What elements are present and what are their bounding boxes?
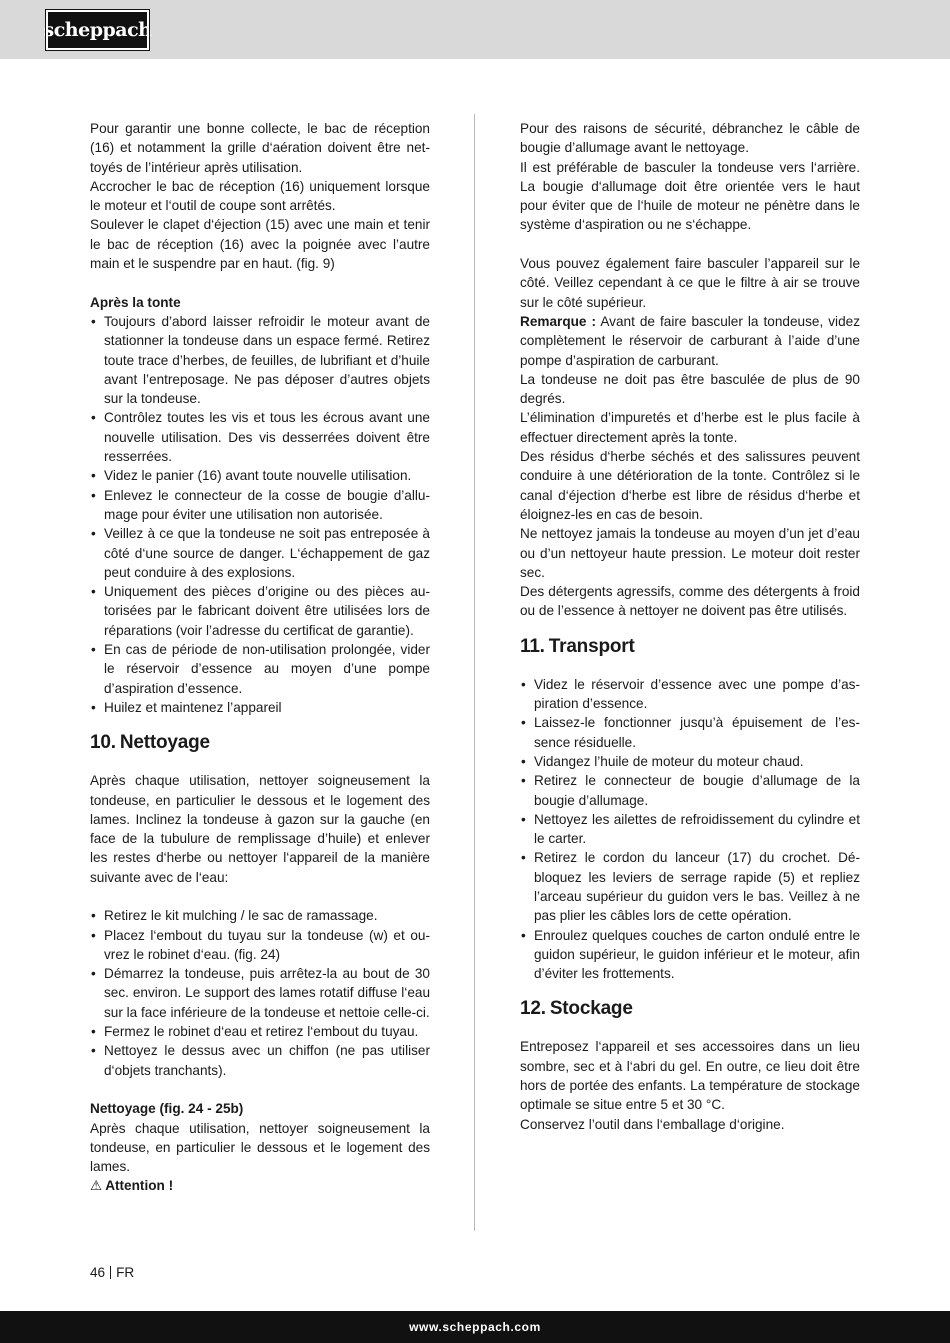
paragraph: Pour garantir une bonne collecte, le bac de réception (16) et notamment la grille d‘aération doivent être nettoyés de l’intérieur après utilisation. xyxy=(90,121,430,175)
right-column xyxy=(520,119,860,1134)
list-item: • Démarrez la tondeuse, puis arrêtez-la au bout de 30 sec. environ. Le support des lames rotatif diffuse l‘eau sur la face inférieure de la tondeuse et nettoie celle-ci. xyxy=(90,964,430,1022)
section-title: Stockage xyxy=(549,998,633,1020)
list-item: • Enroulez quelques couches de carton ondulé entre le guidon supérieur, le guidon inférieur et le moteur, afin d’éviter les frottements. xyxy=(520,926,860,984)
list-item: • Laissez-le fonctionner jusqu’à épuisement de l’essence résiduelle. xyxy=(520,713,860,752)
list-item: • Huilez et maintenez l’appareil xyxy=(90,698,430,717)
paragraph: L’élimination d’impuretés et d’herbe est le plus facile à effectuer directement après la tonte. xyxy=(520,410,860,445)
page-number xyxy=(90,1265,134,1280)
paragraph: Vous pouvez également faire basculer l’appareil sur le côté. Veillez cependant à ce que le filtre à air se trouve sur le côté supérieur. xyxy=(520,256,860,310)
list-item: • Veillez à ce que la tondeuse ne soit pas entreposée à côté d‘une source de danger. L‘échappement de gaz peut conduire à des explosions. xyxy=(90,524,430,582)
section-title: Nettoyage xyxy=(119,732,210,754)
remark-paragraph xyxy=(520,312,860,370)
list-item: • Contrôlez toutes les vis et tous les écrous avant une nouvelle utilisation. Des vis desserrées doivent être resserrées. xyxy=(90,408,430,466)
list-item: • Enlevez le connecteur de la cosse de bougie d’allumage pour éviter une utilisation non autorisée. xyxy=(90,486,430,525)
paragraph: Des détergents agressifs, comme des détergents à froid ou de l’essence à nettoyer ne doivent pas être utilisés. xyxy=(520,584,860,619)
list-item: • Fermez le robinet d‘eau et retirez l‘embout du tuyau. xyxy=(90,1022,430,1041)
list-item: • Retirez le kit mulching / le sac de ramassage. xyxy=(90,906,430,925)
list-item: • Nettoyez les ailettes de refroidissement du cylindre et le carter. xyxy=(520,810,860,849)
list-item: • Videz le réservoir d’essence avec une pompe d’aspiration d’essence. xyxy=(520,675,860,714)
list-item: • En cas de période de non-utilisation prolongée, vider le réservoir d’essence au moyen d’une pompe d’aspiration d’essence. xyxy=(90,640,430,698)
scheppach-logo xyxy=(43,10,152,50)
paragraph: Après chaque utilisation, nettoyer soigneusement la tondeuse, en particulier le dessous et le logement des lames. xyxy=(90,1120,430,1175)
list-item: • Vidangez l’huile de moteur du moteur chaud. xyxy=(520,752,860,771)
section-heading-storage xyxy=(520,997,860,1021)
section-number: 10. xyxy=(90,732,116,754)
list-item: • Uniquement des pièces d’origine ou des pièces autorisées par le fabricant doivent être utilisées lors de réparations (voir l’adresse du certificat de garantie). xyxy=(90,582,430,640)
paragraph: Ne nettoyez jamais la tondeuse au moyen d’un jet d’eau ou d’un nettoyeur haute pression. Le moteur doit rester sec. xyxy=(520,526,860,580)
attention-label: Attention ! xyxy=(105,1178,174,1194)
website-link[interactable]: www.scheppach.com xyxy=(409,1320,541,1334)
remark-text: Avant de faire basculer la tondeuse, videz complètement le réservoir de carburant à l’aide d’une pompe d’aspiration de carburant. xyxy=(520,313,860,368)
list-item: • Toujours d’abord laisser refroidir le moteur avant de stationner la tondeuse dans un espace fermé. Retirez toute trace d’herbes, de feuilles, de lubrifiant et d’huile avant l’entreposage. Ne pas déposer d’autres objets sur la tondeuse. xyxy=(90,312,430,408)
page-header xyxy=(0,0,950,59)
section-heading-cleaning xyxy=(90,731,430,755)
paragraph: Conservez l’outil dans l‘emballage d‘origine. xyxy=(520,1116,785,1132)
transport-list xyxy=(520,675,860,984)
paragraph: Accrocher le bac de réception (16) uniquement lorsque le moteur et l‘outil de coupe sont arrêtés. xyxy=(90,178,430,214)
list-item: • Videz le panier (16) avant toute nouvelle utilisation. xyxy=(90,466,430,485)
list-item: • Retirez le connecteur de bougie d’allumage de la bougie d’allumage. xyxy=(520,771,860,810)
paragraph: Des résidus d‘herbe séchés et des salissures peuvent conduire à une détérioration de la tonte. Contrôlez si le canal d‘éjection d‘herbe est libre de résidus d‘herbe et éloignez-les en cas de besoin. xyxy=(520,449,860,522)
section-number: 12. xyxy=(520,998,546,1020)
cleaning-list xyxy=(90,906,430,1080)
page-number-value: 46 xyxy=(90,1265,106,1280)
after-mowing-list xyxy=(90,312,430,717)
paragraph: Soulever le clapet d‘éjection (15) avec une main et tenir le bac de réception (16) avec la poignée avec l’autre main et le suspendre par en haut. (fig. 9) xyxy=(90,217,430,272)
paragraph: Après chaque utilisation, nettoyer soigneusement la tondeuse, en particulier le dessous et le logement des lames. Inclinez la tondeuse à gazon sur la gauche (en face de la tubulure de remplissage d’huile) et enlever les restes d‘herbe ou nettoyer l‘appareil de la manière suivante avec de l‘eau: xyxy=(90,773,430,885)
logo-text: scheppach xyxy=(43,19,152,41)
page-footer xyxy=(0,1311,950,1343)
section-number: 11. xyxy=(520,635,545,657)
warning-triangle-icon: ⚠ xyxy=(90,1178,103,1194)
paragraph: Entreposez l‘appareil et ses accessoires dans un lieu sombre, sec et à l‘abri du gel. En outre, ce lieu doit être hors de portée des enfants. La température de stockage optimale se situe entre 5 et 30 °C. xyxy=(520,1039,860,1113)
column-divider xyxy=(474,114,475,1231)
page-language: FR xyxy=(116,1265,135,1280)
page-number-separator xyxy=(110,1266,111,1279)
section-heading-transport xyxy=(520,635,860,659)
subheading-after-mowing: Après la tonte xyxy=(90,294,181,310)
paragraph: La tondeuse ne doit pas être basculée de plus de 90 degrés. xyxy=(520,371,860,407)
subheading-cleaning-fig: Nettoyage (fig. 24 - 25b) xyxy=(90,1101,244,1117)
attention-note xyxy=(90,1176,430,1195)
paragraph: Pour des raisons de sécurité, débranchez le câble de bougie d’allumage avant le nettoyage. xyxy=(520,121,860,156)
paragraph: Il est préférable de basculer la tondeuse vers l‘arrière. La bougie d‘allumage doit être orientée vers le haut pour éviter que de l‘huile de moteur ne pénètre dans le système d‘aspiration ou ne s‘échappe. xyxy=(520,159,860,233)
list-item: • Retirez le cordon du lanceur (17) du crochet. Débloquez les leviers de serrage rapide (5) et repliez l’arceau supérieur du guidon vers le bas. Veillez à ne pas plier les câbles lors de cette opération. xyxy=(520,848,860,925)
section-title: Transport xyxy=(548,635,635,657)
remark-label: Remarque : xyxy=(520,313,597,329)
list-item: • Nettoyez le dessus avec un chiffon (ne pas utiliser d‘objets tranchants). xyxy=(90,1041,430,1080)
left-column xyxy=(90,119,430,1196)
list-item: • Placez l‘embout du tuyau sur la tondeuse (w) et ouvrez le robinet d‘eau. (fig. 24) xyxy=(90,926,430,965)
